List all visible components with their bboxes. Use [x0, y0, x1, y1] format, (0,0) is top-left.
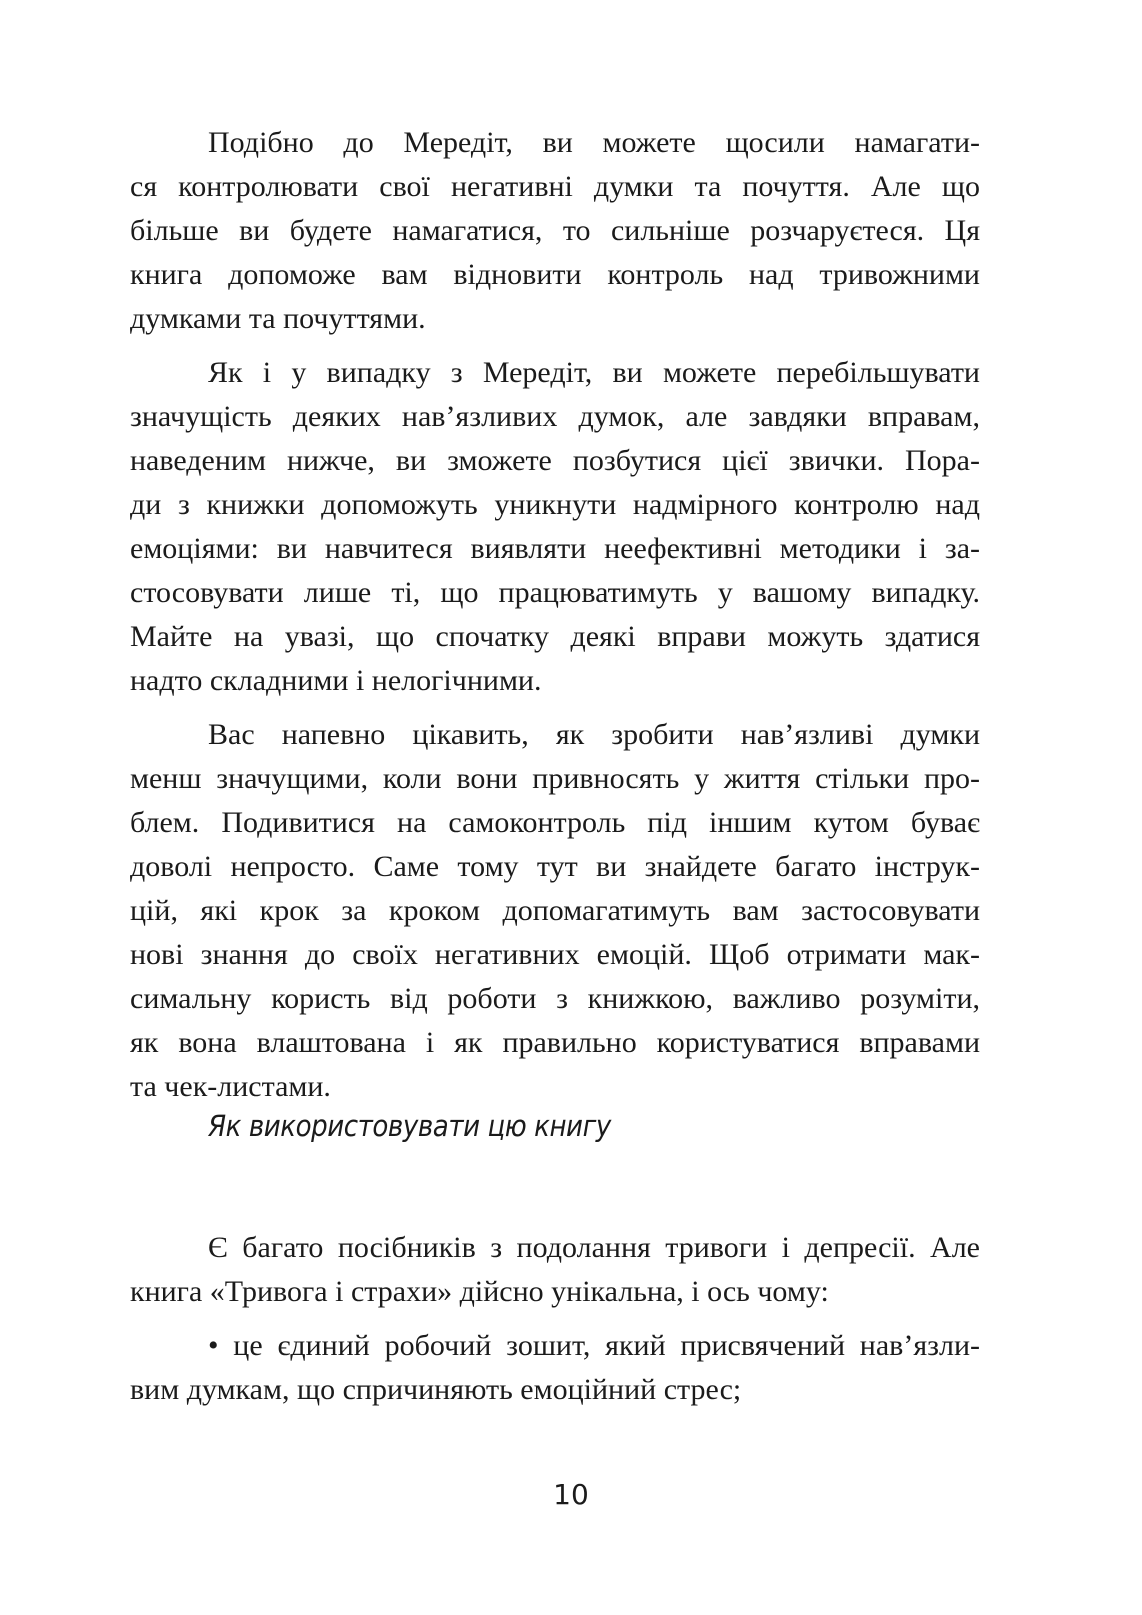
- paragraph-1-line-2: ся контролювати свої негативні думки та почуття. Але що: [130, 170, 980, 203]
- paragraph-2-line-1: Як і у випадку з Мередіт, ви можете перебільшувати: [208, 356, 980, 389]
- paragraph-2-line-4: ди з книжки допоможуть уникнути надмірного контролю над: [130, 488, 980, 521]
- paragraph-1-line-4: книга допоможе вам відновити контроль над тривожними: [130, 258, 980, 291]
- paragraph-3-line-9: та чек-листами.: [130, 1070, 331, 1103]
- page-number: 10: [553, 1478, 589, 1511]
- paragraph-1-line-1: Подібно до Мередіт, ви можете щосили намагати-: [208, 126, 980, 159]
- paragraph-3-line-1: Вас напевно цікавить, як зробити нав’язливі думки: [208, 718, 980, 751]
- paragraph-2-line-5: емоціями: ви навчитеся виявляти неефективні методики і за-: [130, 532, 980, 565]
- paragraph-3-line-5: цій, які крок за кроком допомагатимуть вам застосовувати: [130, 894, 980, 927]
- paragraph-2-line-6: стосовувати лише ті, що працюватимуть у вашому випадку.: [130, 576, 980, 609]
- paragraph-1-line-5: думками та почуттями.: [130, 302, 426, 335]
- paragraph-2-line-7: Майте на увазі, що спочатку деякі вправи можуть здатися: [130, 620, 980, 653]
- section-paragraph-1-line-1: Є багато посібників з подолання тривоги і депресії. Але: [208, 1231, 980, 1264]
- paragraph-3-line-6: нові знання до своїх негативних емоцій. Щоб отримати мак-: [130, 938, 980, 971]
- bullet-item-line-1: • це єдиний робочий зошит, який присвячений нав’язли-: [208, 1329, 980, 1362]
- paragraph-3-line-7: симальну користь від роботи з книжкою, важливо розуміти,: [130, 982, 980, 1015]
- paragraph-3-line-4: доволі непросто. Саме тому тут ви знайдете багато інструк-: [130, 850, 980, 883]
- paragraph-2-line-2: значущість деяких нав’язливих думок, але завдяки вправам,: [130, 400, 980, 433]
- paragraph-3-line-2: менш значущими, коли вони привносять у життя стільки про-: [130, 762, 980, 795]
- paragraph-2-line-3: наведеним нижче, ви зможете позбутися цієї звички. Пора-: [130, 444, 980, 477]
- paragraph-3-line-3: блем. Подивитися на самоконтроль під іншим кутом буває: [130, 806, 980, 839]
- section-heading: Як використовувати цю книгу: [208, 1109, 611, 1143]
- bullet-item-line-2: вим думкам, що спричиняють емоційний стрес;: [130, 1373, 742, 1406]
- paragraph-1-line-3: більше ви будете намагатися, то сильніше розчаруєтеся. Ця: [130, 214, 980, 247]
- paragraph-2-line-8: надто складними і нелогічними.: [130, 664, 542, 697]
- paragraph-3-line-8: як вона влаштована і як правильно користуватися вправами: [130, 1026, 980, 1059]
- section-paragraph-1-line-2: книга «Тривога і страхи» дійсно унікальна, і ось чому:: [130, 1275, 829, 1308]
